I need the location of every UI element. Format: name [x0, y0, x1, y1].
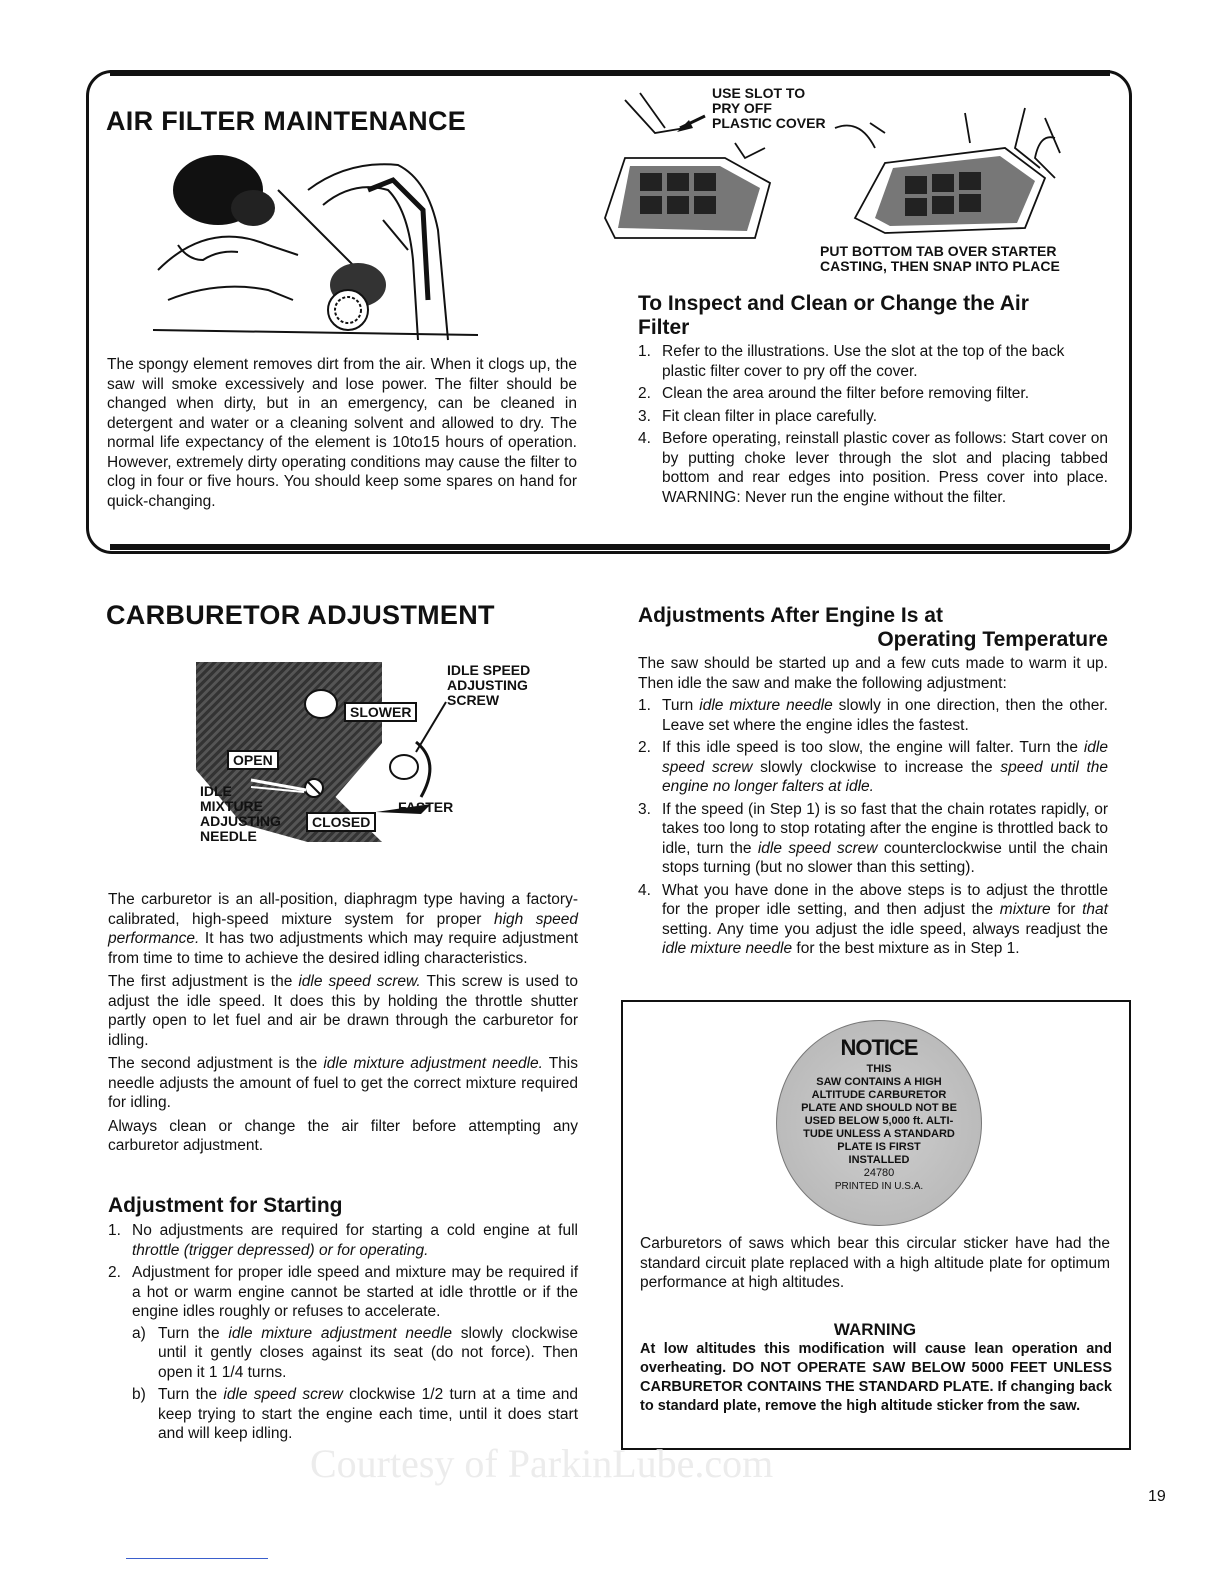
idle-speed-screw-label	[447, 663, 530, 708]
operating-title-line: Adjustments After Engine Is at	[638, 604, 943, 627]
sticker-line: 24780	[863, 1167, 895, 1179]
inspect-step: 3. Fit clean filter in place carefully.	[638, 407, 878, 425]
sticker-line: PLATE AND SHOULD NOT BE	[801, 1102, 957, 1114]
idle-mixture-label-line: IDLE	[200, 783, 232, 799]
carburetor-title: CARBURETOR ADJUSTMENT	[106, 600, 495, 630]
idle-mixture-label-line: ADJUSTING	[200, 813, 281, 829]
bottom-rule	[126, 1558, 268, 1559]
sticker-line: USED BELOW 5,000 ft. ALTI-	[804, 1115, 954, 1127]
slot-callout-line: PRY OFF	[712, 100, 772, 116]
inspect-step: 2. Clean the area around the filter before removing filter.	[638, 385, 1030, 402]
sticker-line: PRINTED IN U.S.A.	[834, 1181, 924, 1192]
starting-step: 2. Adjustment for proper idle speed and mixture may be required if a hot or warm engine cannot be started at idle throttle or if the engine idles roughly or refuses to accelerate. a) Turn the idle mixture adjustment needle slowly clockwise until it gently closes against its seat (do not force). Then open it 1 1/4 turns. b) Turn the idle speed screw clockwise 1/2 turn at a time and keep trying to start the engine each time, until it does start and will keep idling.	[108, 1264, 578, 1442]
idle-mixture-label-line: NEEDLE	[200, 828, 257, 844]
idle-mixture-needle-label	[200, 784, 281, 844]
closed-label: CLOSED	[306, 812, 376, 832]
starting-step: 1. No adjustments are required for starting a cold engine at full throttle (trigger depressed) or for operating.	[108, 1222, 578, 1259]
starting-substeps	[132, 1324, 578, 1444]
faster-label: FASTER	[398, 799, 454, 815]
idle-speed-label-line: SCREW	[447, 692, 500, 708]
operating-step: 3. If the speed (in Step 1) is so fast that the chain rotates rapidly, or takes too long to stop rotating after the engine is throttled back to idle, turn the idle speed screw counterclockwise until the chain stops turning (but no slower than this setting).	[638, 800, 1109, 876]
panel-top-shadow	[110, 70, 1110, 76]
slot-callout-line: PLASTIC COVER	[712, 115, 826, 131]
tab-callout-line: CASTING, THEN SNAP INTO PLACE	[820, 258, 1060, 274]
idle-mixture-label-line: MIXTURE	[200, 798, 263, 814]
starting-steps	[108, 1221, 578, 1447]
sticker-line: TUDE UNLESS A STANDARD	[803, 1128, 955, 1140]
air-filter-illustration	[148, 150, 488, 345]
sticker-title: NOTICE	[840, 1035, 918, 1060]
sticker-line: ALTITUDE CARBURETOR	[811, 1089, 947, 1101]
sticker-line: PLATE IS FIRST	[837, 1141, 921, 1153]
notice-sticker	[776, 1020, 982, 1226]
warning-text: At low altitudes this modification will cause lean operation and overheating. DO NOT OPERATE SAW BELOW 5000 FEET UNLESS CARBURETOR CONTAINS THE STANDARD PLATE. If changing back to standard plate, remove the high altitude sticker from the saw.	[640, 1341, 1112, 1414]
operating-steps	[638, 696, 1108, 962]
inspect-step: 1. Refer to the illustrations. Use the slot at the top of the back plastic filter cover to pry off the cover.	[638, 343, 1065, 380]
open-label: OPEN	[227, 750, 279, 770]
inspect-title: To Inspect and Clean or Change the Air Filter	[638, 292, 1029, 339]
carburetor-paragraph: The second adjustment is the idle mixture adjustment needle. This needle adjusts the amount of fuel to get the correct mixture required for idling.	[108, 1055, 578, 1111]
notice-text: Carburetors of saws which bear this circular sticker have had the standard circuit plate replaced with a high altitude plate for optimum performance at high altitudes.	[640, 1235, 1110, 1291]
carburetor-paragraph: The first adjustment is the idle speed screw. This screw is used to adjust the idle speed. It does this by holding the throttle shutter partly open to let fuel and air be drawn through the carburetor for idling.	[108, 973, 579, 1049]
operating-step: 2. If this idle speed is too slow, the engine will falter. Turn the idle speed screw slowly clockwise to increase the speed until the engine no longer falters at idle.	[638, 739, 1109, 795]
starting-substep: b) Turn the idle speed screw clockwise 1/2 turn at a time and keep trying to start the engine each time, until it does start and will keep idling.	[132, 1386, 578, 1442]
inspect-step: 4. Before operating, reinstall plastic cover as follows: Start cover on by putting choke lever through the slot and placing tabbed bottom and rear edges into position. Press cover into place. WARNING: Never run the engine without the filter.	[638, 430, 1108, 506]
slot-callout-line: USE SLOT TO	[712, 85, 806, 101]
slot-callout	[712, 86, 826, 131]
inspect-steps	[638, 342, 1108, 510]
sticker-line: THIS	[866, 1063, 892, 1075]
panel-bottom-shadow	[110, 544, 1110, 550]
tab-callout-line: PUT BOTTOM TAB OVER STARTER	[820, 243, 1057, 259]
carburetor-text	[108, 890, 578, 1156]
starting-title: Adjustment for Starting	[108, 1194, 343, 1217]
operating-title	[638, 604, 1108, 652]
sticker-line: INSTALLED	[848, 1154, 910, 1166]
air-filter-title: AIR FILTER MAINTENANCE	[106, 106, 467, 136]
operating-title-line: Operating Temperature	[877, 628, 1108, 651]
filter-cover-illustration	[585, 85, 1105, 248]
operating-step: 4. What you have done in the above steps is to adjust the throttle for the proper idle setting, and then adjust the mixture for that setting. Any time you adjust the idle speed, always readjust the idle mixture needle for the best mixture as in Step 1.	[638, 881, 1108, 957]
sticker-line: SAW CONTAINS A HIGH	[816, 1076, 942, 1088]
operating-step: 1. Turn idle mixture needle slowly in one direction, then the other. Leave set where the engine idles the fastest.	[638, 697, 1108, 734]
watermark: Courtesy of ParkinLube.com	[310, 1441, 774, 1486]
page-number: 19	[1148, 1488, 1166, 1505]
carburetor-paragraph: The carburetor is an all-position, diaphragm type having a factory-calibrated, high-speed mixture system for proper high speed performance. It has two adjustments which may require adjustment from time to time to achieve the desired idling characteristics.	[108, 891, 579, 967]
carburetor-paragraph: Always clean or change the air filter before attempting any carburetor adjustment.	[108, 1117, 578, 1154]
air-filter-description: The spongy element removes dirt from the air. When it clogs up, the saw will smoke excessively and lose power. The filter should be changed when dirty, but in an emergency, can be cleaned in detergent and water or a cleaning solvent and allowed to dry. The normal life expectancy of the element is 10to15 hours of operation. However, extremely dirty operating conditions may cause the filter to clog in four or five hours. You should keep some spares on hand for quick-changing.	[107, 356, 577, 510]
idle-speed-label-line: ADJUSTING	[447, 677, 528, 693]
starting-substep: a) Turn the idle mixture adjustment needle slowly clockwise until it gently closes against its seat (do not force). Then open it 1 1/4 turns.	[132, 1324, 578, 1381]
slower-label: SLOWER	[344, 702, 417, 722]
operating-intro: The saw should be started up and a few cuts made to warm it up. Then idle the saw and make the following adjustment:	[638, 655, 1108, 692]
tab-callout	[820, 244, 1060, 274]
idle-speed-label-line: IDLE SPEED	[447, 662, 531, 678]
warning-title: WARNING	[833, 1320, 917, 1339]
